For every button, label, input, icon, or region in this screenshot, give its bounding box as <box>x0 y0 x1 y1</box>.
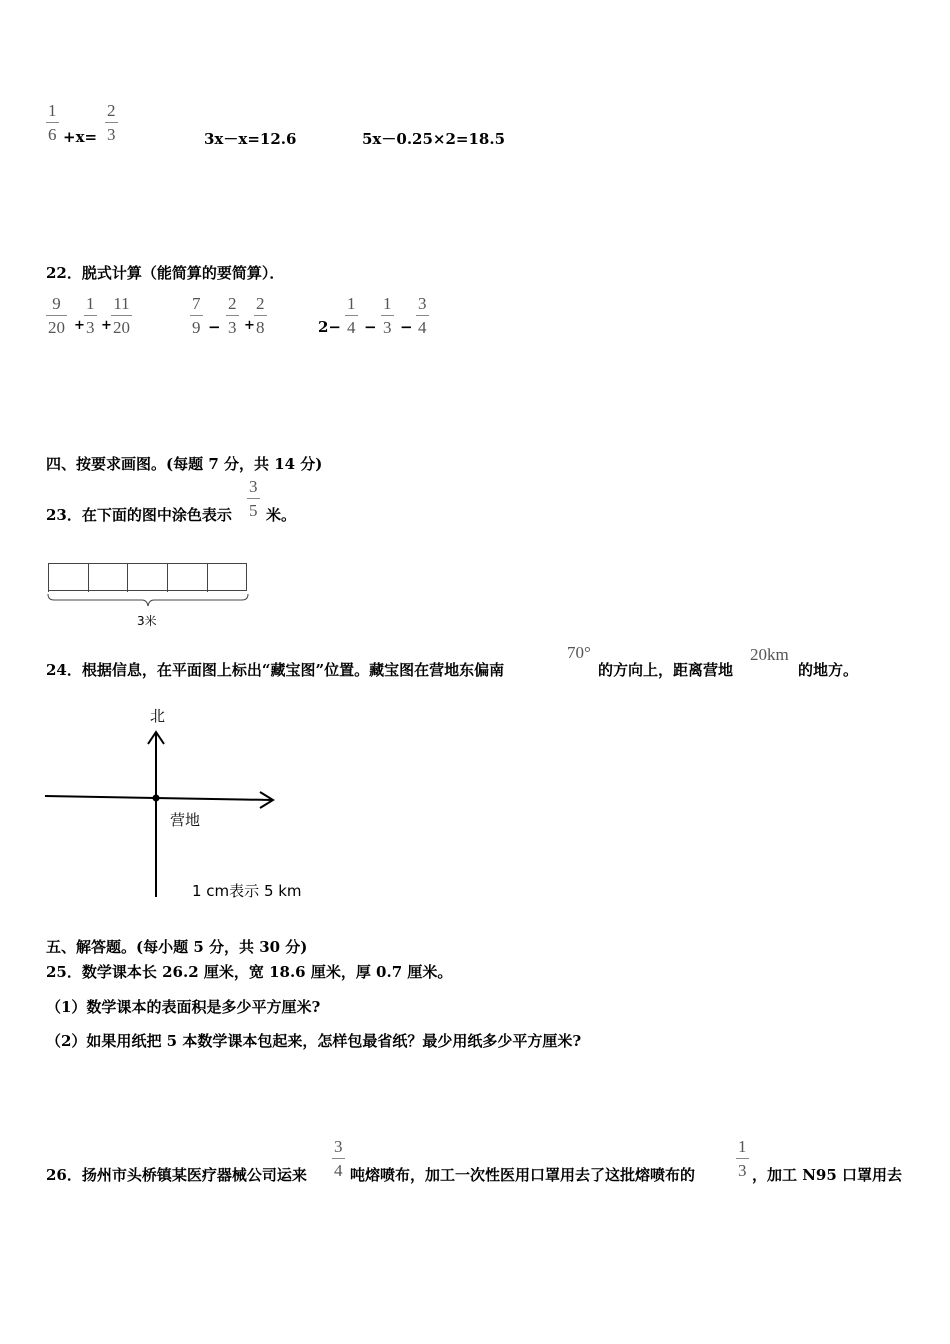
scale-label: 1 cm表示 5 km <box>192 882 302 900</box>
segment-bar[interactable] <box>48 563 247 591</box>
operator: − <box>400 318 413 336</box>
compass-diagram[interactable] <box>40 700 300 905</box>
section-5-title: 五、解答题。(每小题 5 分，共 30 分) <box>46 938 308 956</box>
question-24-suffix: 的地方。 <box>798 661 859 679</box>
question-24-middle: 的方向上，距离营地 <box>598 661 734 679</box>
question-24-prefix: 24．根据信息，在平面图上标出“藏宝图”位置。藏宝图在营地东偏南 <box>46 661 505 679</box>
operator: + <box>74 318 85 333</box>
fraction: 11 20 <box>113 294 130 337</box>
question-23-suffix: 米。 <box>266 506 297 524</box>
operator: − <box>364 318 377 336</box>
operator: − <box>208 318 221 336</box>
question-25-sub-1: （1）数学课本的表面积是多少平方厘米? <box>46 998 321 1016</box>
expression-lead: 2− <box>318 318 342 336</box>
fraction: 1 4 <box>347 294 356 337</box>
fraction: 3 5 <box>249 477 258 520</box>
question-26-middle: 吨熔喷布，加工一次性医用口罩用去了这批熔喷布的 <box>350 1166 696 1184</box>
question-23-prefix: 23．在下面的图中涂色表示 <box>46 506 232 524</box>
fraction: 2 8 <box>256 294 265 337</box>
fraction: 7 9 <box>192 294 201 337</box>
question-26-prefix: 26．扬州市头桥镇某医疗器械公司运来 <box>46 1166 307 1184</box>
angle-value: 70° <box>567 643 591 662</box>
fraction: 1 3 <box>383 294 392 337</box>
camp-label: 营地 <box>170 811 201 829</box>
fraction: 1 3 <box>86 294 95 337</box>
north-label: 北 <box>150 707 166 725</box>
fraction: 2 3 <box>107 101 116 144</box>
fraction: 3 4 <box>418 294 427 337</box>
distance-value: 20km <box>750 645 789 664</box>
fraction: 3 4 <box>334 1137 343 1180</box>
equation-2: 3x－x=12.6 <box>204 130 297 148</box>
fraction: 9 20 <box>48 294 65 337</box>
brace-label: 3米 <box>137 614 157 628</box>
fraction: 1 6 <box>48 101 57 144</box>
section-4-title: 四、按要求画图。(每题 7 分，共 14 分) <box>46 455 323 473</box>
question-22-label: 22．脱式计算（能简算的要简算）． <box>46 264 285 282</box>
question-25-text: 25．数学课本长 26.2 厘米，宽 18.6 厘米，厚 0.7 厘米。 <box>46 963 453 981</box>
length-brace <box>44 592 252 612</box>
equation-1-middle: +x= <box>63 128 98 146</box>
operator: + <box>244 318 255 333</box>
fraction: 1 3 <box>738 1137 747 1180</box>
question-26-suffix: ，加工 N95 口罩用去 <box>752 1166 903 1184</box>
operator: + <box>101 318 112 333</box>
question-25-sub-2: （2）如果用纸把 5 本数学课本包起来，怎样包最省纸？最少用纸多少平方厘米? <box>46 1032 582 1050</box>
equation-3: 5x－0.25×2=18.5 <box>362 130 506 148</box>
fraction: 2 3 <box>228 294 237 337</box>
